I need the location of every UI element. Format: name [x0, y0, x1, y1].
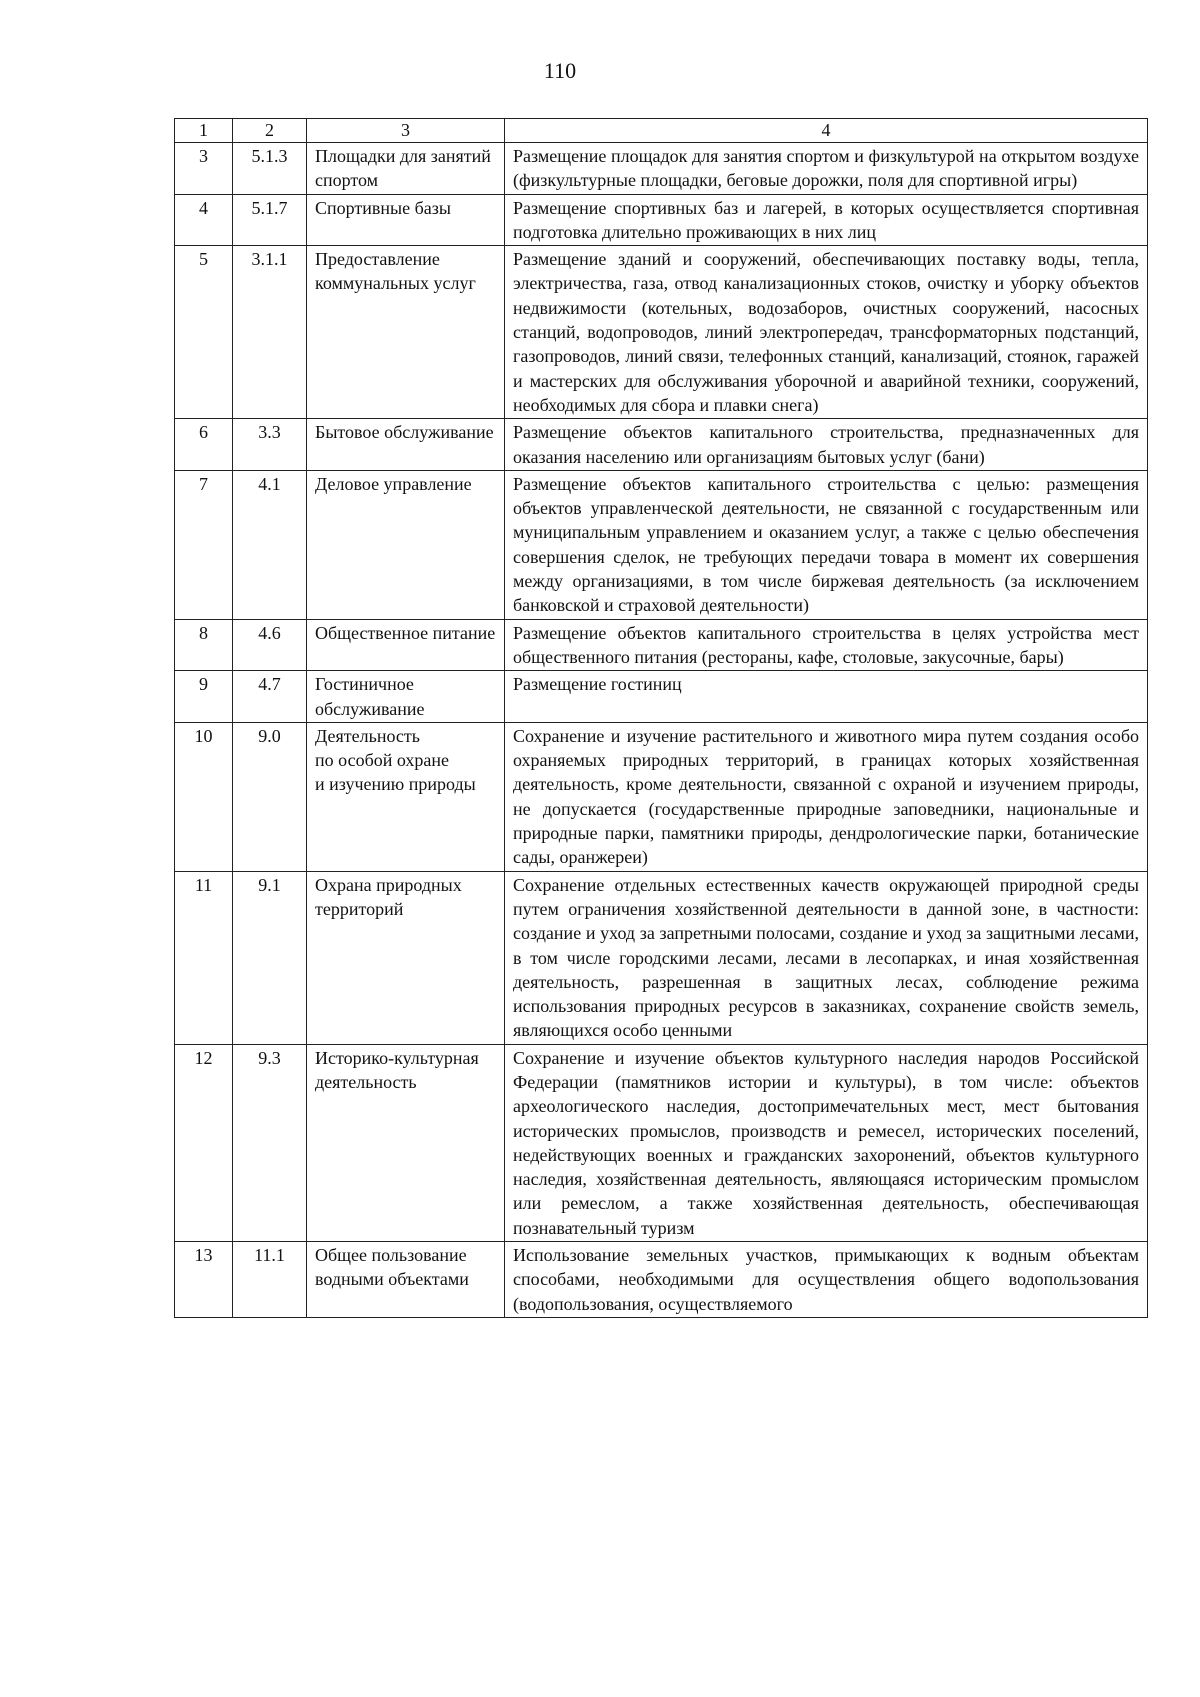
row-number: 9	[175, 671, 233, 723]
use-description: Сохранение отдельных естественных качеств окружающей природной среды путем ограничения хозяйственной деятельности в данной зоне, в частности: создание и уход за запретными полосами, создание и уход за защитными лесами, в том числе городскими лесами, лесами в лесопарках, и иная хозяйственная деятельность, разрешенная в защитных лесах, соблюдение режима использования природных ресурсов в заказниках, сохранение свойств земель, являющихся особо ценными	[505, 871, 1148, 1044]
use-code: 11.1	[233, 1242, 307, 1318]
use-description: Размещение зданий и сооружений, обеспечивающих поставку воды, тепла, электричества, газа, отвод канализационных стоков, очистку и уборку объектов недвижимости (котельных, водозаборов, очистных сооружений, насосных станций, водопроводов, линий электропередач, трансформаторных подстанций, газопроводов, линий связи, телефонных станций, канализаций, стоянок, гаражей и мастерских для обслуживания уборочной и аварийной техники, сооружений, необходимых для сбора и плавки снега)	[505, 246, 1148, 419]
header-cell-2: 2	[233, 119, 307, 143]
row-number: 7	[175, 470, 233, 619]
use-code: 5.1.7	[233, 194, 307, 246]
table-row	[175, 619, 1148, 671]
table-row	[175, 246, 1148, 419]
use-code: 4.6	[233, 619, 307, 671]
use-description: Размещение спортивных баз и лагерей, в которых осуществляется спортивная подготовка длительно проживающих в них лиц	[505, 194, 1148, 246]
use-description: Размещение площадок для занятия спортом и физкультурой на открытом воздухе (физкультурные площадки, беговые дорожки, поля для спортивной игры)	[505, 143, 1148, 195]
use-name-line: по особой охране	[315, 750, 450, 771]
table-row	[175, 1044, 1148, 1241]
use-code: 9.0	[233, 722, 307, 871]
row-number: 6	[175, 419, 233, 471]
header-cell-1: 1	[175, 119, 233, 143]
use-name: Гостиничное обслуживание	[307, 671, 505, 723]
use-code: 4.7	[233, 671, 307, 723]
use-description: Сохранение и изучение растительного и животного мира путем создания особо охраняемых природных территорий, в границах которых хозяйственная деятельность, кроме деятельности, связанной с охраной и изучением природы, не допускается (государственные природные заповедники, национальные и природные парки, памятники природы, дендрологические парки, ботанические сады, оранжереи)	[505, 722, 1148, 871]
table-row	[175, 871, 1148, 1044]
use-name: Площадки для занятий спортом	[307, 143, 505, 195]
use-code: 3.1.1	[233, 246, 307, 419]
use-description: Размещение объектов капитального строительства, предназначенных для оказания населению или организациям бытовых услуг (бани)	[505, 419, 1148, 471]
row-number: 4	[175, 194, 233, 246]
use-name: Деловое управление	[307, 470, 505, 619]
table-row	[175, 671, 1148, 723]
use-name-line: и изучению природы	[315, 774, 476, 795]
header-cell-4: 4	[505, 119, 1148, 143]
use-description: Размещение гостиниц	[505, 671, 1148, 723]
use-name: Бытовое обслуживание	[307, 419, 505, 471]
row-number: 10	[175, 722, 233, 871]
use-name: Предоставление коммунальных услуг	[307, 246, 505, 419]
row-number: 3	[175, 143, 233, 195]
table-row	[175, 470, 1148, 619]
use-code: 3.3	[233, 419, 307, 471]
use-description: Размещение объектов капитального строительства с целью: размещения объектов управленческой деятельности, не связанной с государственным или муниципальным управлением и оказанием услуг, а также с целью обеспечения совершения сделок, не требующих передачи товара в момент их совершения между организациями, в том числе биржевая деятельность (за исключением банковской и страховой деятельности)	[505, 470, 1148, 619]
table-row	[175, 143, 1148, 195]
use-name: Охрана природных территорий	[307, 871, 505, 1044]
header-cell-3: 3	[307, 119, 505, 143]
use-name	[307, 722, 505, 871]
table-row	[175, 419, 1148, 471]
row-number: 8	[175, 619, 233, 671]
use-code: 5.1.3	[233, 143, 307, 195]
table-row	[175, 1242, 1148, 1318]
use-name-line: Деятельность	[315, 725, 420, 746]
use-description: Сохранение и изучение объектов культурного наследия народов Российской Федерации (памятников истории и культуры), в том числе: объектов археологического наследия, достопримечательных мест, мест бытования исторических промыслов, производств и ремесел, исторических поселений, недействующих военных и гражданских захоронений, объектов культурного наследия, хозяйственная деятельность, являющаяся историческим промыслом или ремеслом, а также хозяйственная деятельность, обеспечивающая познавательный туризм	[505, 1044, 1148, 1241]
use-name: Общее пользование водными объектами	[307, 1242, 505, 1318]
use-code: 4.1	[233, 470, 307, 619]
use-code: 9.3	[233, 1044, 307, 1241]
land-use-table	[174, 118, 1148, 1318]
page-number: 110	[543, 58, 577, 83]
row-number: 11	[175, 871, 233, 1044]
use-description: Размещение объектов капитального строительства в целях устройства мест общественного питания (рестораны, кафе, столовые, закусочные, бары)	[505, 619, 1148, 671]
table-row	[175, 194, 1148, 246]
use-description: Использование земельных участков, примыкающих к водным объектам способами, необходимыми для осуществления общего водопользования (водопользования, осуществляемого	[505, 1242, 1148, 1318]
table-header-row	[175, 119, 1148, 143]
use-name: Спортивные базы	[307, 194, 505, 246]
use-name: Историко-культурная деятельность	[307, 1044, 505, 1241]
row-number: 12	[175, 1044, 233, 1241]
row-number: 5	[175, 246, 233, 419]
row-number: 13	[175, 1242, 233, 1318]
use-code: 9.1	[233, 871, 307, 1044]
use-name: Общественное питание	[307, 619, 505, 671]
table-row	[175, 722, 1148, 871]
